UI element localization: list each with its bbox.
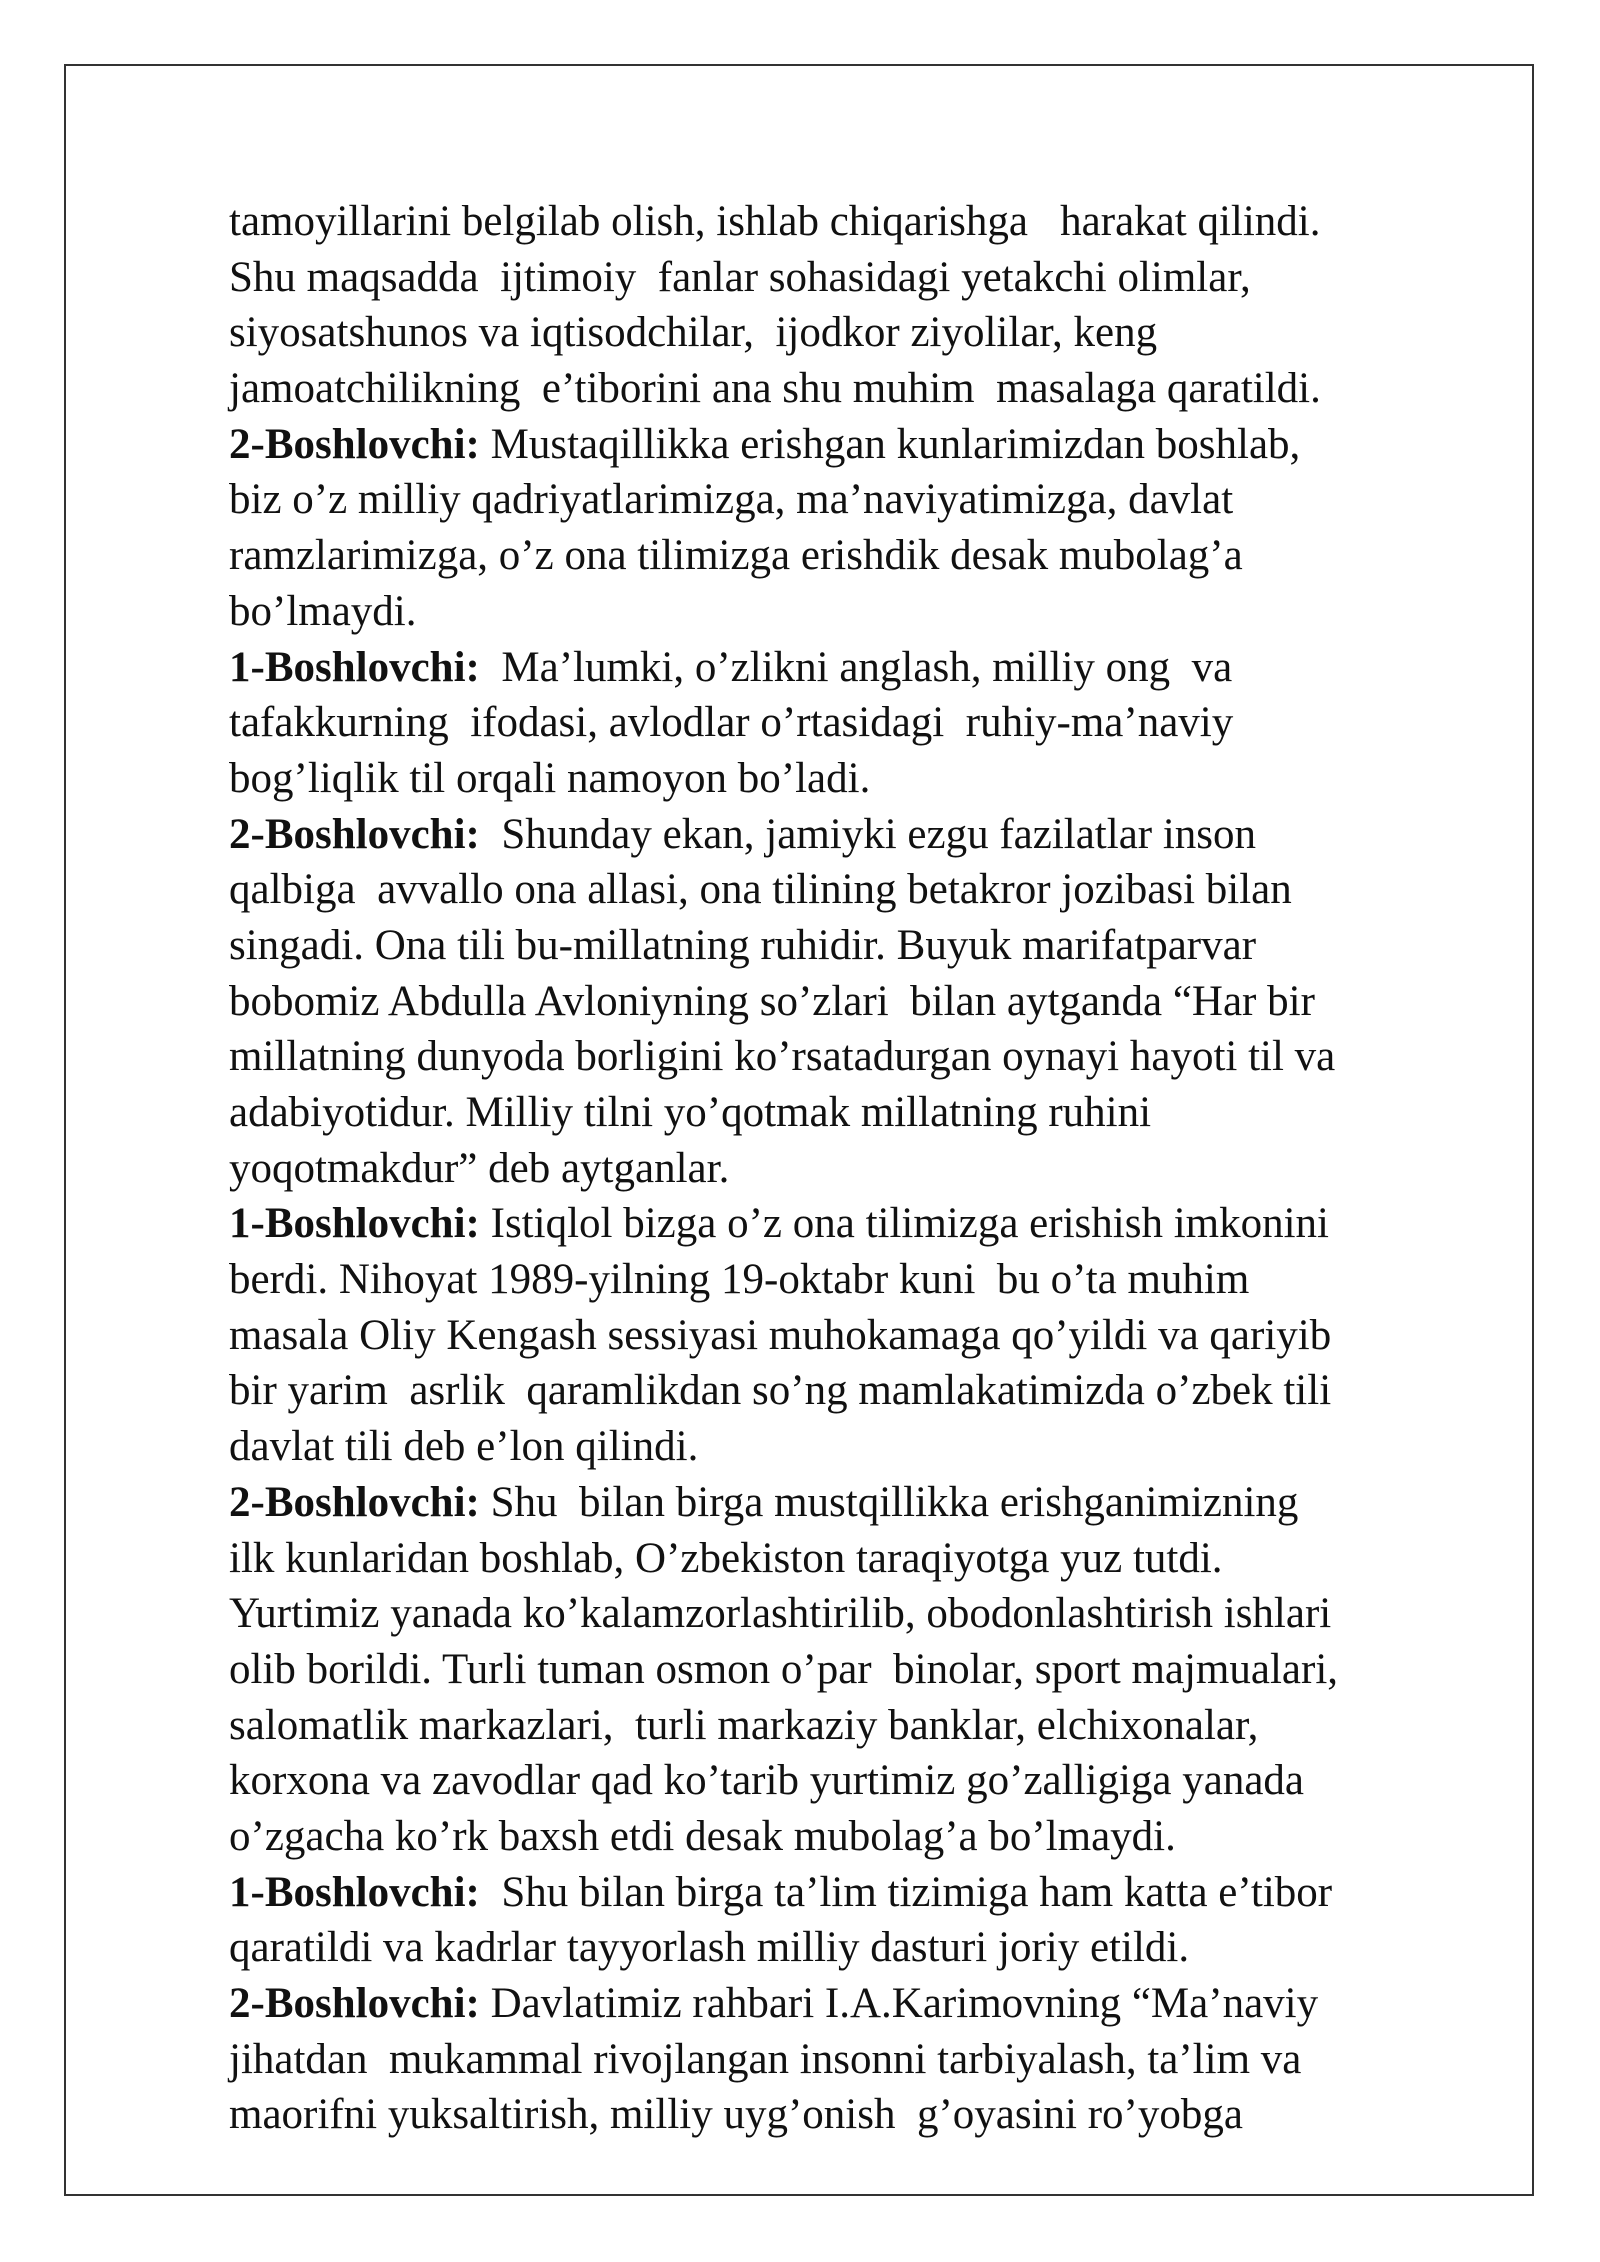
text-line [229,918,1529,974]
text-line [229,1085,1529,1141]
line-text: o’zgacha ko’rk baxsh etdi desak mubolag’a bo’lmaydi. [229,1812,1176,1860]
text-line [229,1308,1529,1364]
line-text: ramzlarimizga, o’z ona tilimizga erishdik desak mubolag’a [229,532,1243,580]
text-line [229,862,1529,918]
text-line [229,1586,1529,1642]
text-line [229,2087,1529,2143]
line-text: davlat tili deb e’lon qilindi. [229,1423,699,1471]
speaker-label: 1-Boshlovchi: [229,1868,480,1916]
line-text: tafakkurning ifodasi, avlodlar o’rtasidagi ruhiy-ma’naviy [229,699,1234,747]
line-text: singadi. Ona tili bu-millatning ruhidir. Buyuk marifatparvar [229,921,1257,969]
speaker-label: 1-Boshlovchi: [229,1200,480,1248]
text-line [229,751,1529,807]
text-line [229,472,1529,528]
text-line [229,1475,1529,1531]
line-text: bog’liqlik til orqali namoyon bo’ladi. [229,754,871,802]
line-text: berdi. Nihoyat 1989-yilning 19-oktabr kuni bu o’ta muhim [229,1256,1250,1304]
line-text: millatning dunyoda borligini ko’rsatadurgan oynayi hayoti til va [229,1033,1336,1081]
speaker-label: 2-Boshlovchi: [229,1478,480,1526]
line-text: Istiqlol bizga o’z ona tilimizga erishish imkonini [479,1200,1329,1248]
line-text: masala Oliy Kengash sessiyasi muhokamaga qo’yildi va qariyib [229,1311,1332,1359]
speaker-label: 2-Boshlovchi: [229,810,480,858]
line-text: tamoyillarini belgilab olish, ishlab chiqarishga harakat qilindi. [229,198,1321,245]
text-line [229,1809,1529,1865]
line-text: Mustaqillikka erishgan kunlarimizdan boshlab, [479,420,1301,468]
line-text: ilk kunlaridan boshlab, O’zbekiston taraqiyotga yuz tutdi. [229,1534,1223,1582]
text-line [229,250,1529,306]
line-text: qaratildi va kadrlar tayyorlash milliy dasturi joriy etildi. [229,1924,1190,1972]
document-text [229,194,1529,2143]
text-line [229,807,1529,863]
line-text: bo’lmaydi. [229,587,417,635]
text-line [229,528,1529,584]
text-line [229,1753,1529,1809]
line-text: jamoatchilikning e’tiborini ana shu muhim masalaga qaratildi. [229,365,1321,413]
text-line [229,361,1529,417]
line-text: Ma’lumki, o’zlikni anglash, milliy ong va [479,643,1233,691]
line-text: Shu bilan birga mustqillikka erishganimizning [479,1478,1299,1526]
speaker-label: 2-Boshlovchi: [229,1980,480,2027]
text-line [229,1865,1529,1921]
speaker-label: 1-Boshlovchi: [229,643,480,691]
text-line [229,695,1529,751]
line-text: Shu bilan birga ta’lim tizimiga ham katta e’tibor [479,1868,1333,1916]
line-text: korxona va zavodlar qad ko’tarib yurtimiz go’zalligiga yanada [229,1757,1304,1805]
line-text: Shu maqsadda ijtimoiy fanlar sohasidagi yetakchi olimlar, [229,253,1251,301]
text-line [229,1531,1529,1587]
line-text: maorifni yuksaltirish, milliy uyg’onish g’oyasini ro’yobga [229,2091,1243,2139]
text-line [229,194,1529,250]
text-line [229,2032,1529,2088]
line-text: siyosatshunos va iqtisodchilar, ijodkor ziyolilar, keng [229,309,1158,357]
text-line [229,1920,1529,1976]
line-text: Davlatimiz rahbari I.A.Karimovning “Ma’naviy [479,1980,1319,2027]
line-text: Shunday ekan, jamiyki ezgu fazilatlar inson [479,810,1257,858]
line-text: bobomiz Abdulla Avloniyning so’zlari bilan aytganda “Har bir [229,977,1315,1025]
line-text: yoqotmakdur” deb aytganlar. [229,1144,730,1192]
text-line [229,1029,1529,1085]
line-text: bir yarim asrlik qaramlikdan so’ng mamlakatimizda o’zbek tili [229,1367,1332,1415]
line-text: jihatdan mukammal rivojlangan insonni tarbiyalash, ta’lim va [229,2035,1302,2083]
line-text: adabiyotidur. Milliy tilni yo’qotmak millatning ruhini [229,1089,1152,1136]
text-line [229,1976,1529,2032]
speaker-label: 2-Boshlovchi: [229,420,480,468]
text-line [229,1419,1529,1475]
text-line [229,1698,1529,1754]
line-text: biz o’z milliy qadriyatlarimizga, ma’naviyatimizga, davlat [229,476,1234,524]
text-line [229,1252,1529,1308]
text-line [229,974,1529,1030]
text-line [229,417,1529,473]
text-line [229,1363,1529,1419]
text-line [229,1642,1529,1698]
text-line [229,640,1529,696]
line-text: qalbiga avvallo ona allasi, ona tilining betakror jozibasi bilan [229,866,1292,914]
text-line [229,305,1529,361]
text-line [229,584,1529,640]
line-text: salomatlik markazlari, turli markaziy banklar, elchixonalar, [229,1701,1259,1749]
line-text: olib borildi. Turli tuman osmon o’par binolar, sport majmualari, [229,1645,1339,1693]
text-line [229,1196,1529,1252]
line-text: Yurtimiz yanada ko’kalamzorlashtirilib, obodonlashtirish ishlari [229,1590,1332,1638]
text-line [229,1141,1529,1197]
